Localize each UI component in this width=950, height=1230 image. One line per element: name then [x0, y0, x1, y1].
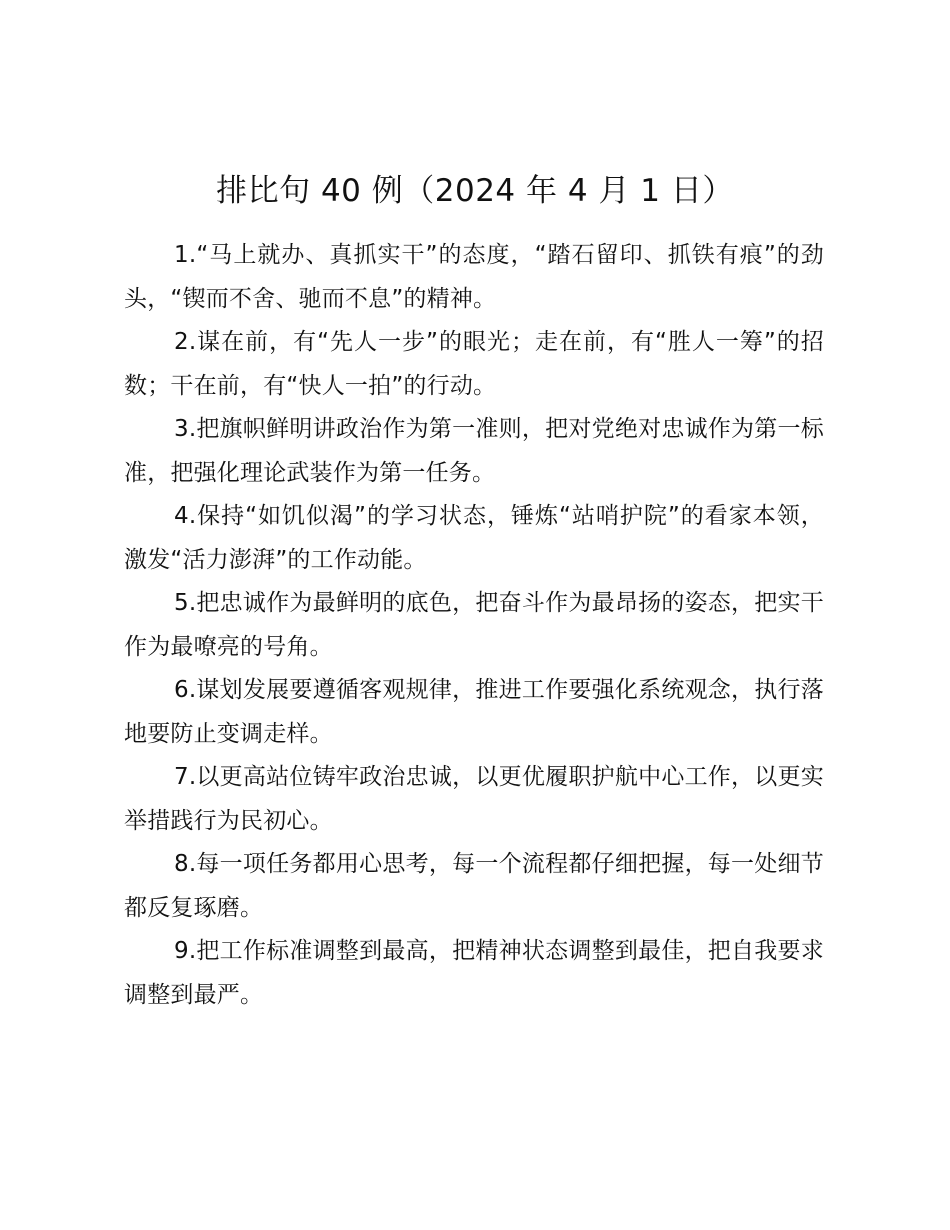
paragraph-2: 2.谋在前，有“先人一步”的眼光；走在前，有“胜人一筹”的招数；干在前，有“快人一拍”的行动。 — [124, 329, 824, 399]
paragraph-3: 3.把旗帜鲜明讲政治作为第一准则，把对党绝对忠诚作为第一标准，把强化理论武装作为第一任务。 — [124, 416, 824, 486]
document-title: 排比句 40 例（2024 年 4 月 1 日） — [216, 173, 734, 209]
paragraph-4: 4.保持“如饥似渴”的学习状态，锤炼“站哨护院”的看家本领，激发“活力澎湃”的工作动能。 — [124, 503, 824, 573]
paragraph-9: 9.把工作标准调整到最高，把精神状态调整到最佳，把自我要求调整到最严。 — [124, 938, 824, 1008]
paragraph-5: 5.把忠诚作为最鲜明的底色，把奋斗作为最昂扬的姿态，把实干作为最嘹亮的号角。 — [124, 590, 824, 660]
paragraph-1: 1.“马上就办、真抓实干”的态度，“踏石留印、抓铁有痕”的劲头，“锲而不舍、驰而不息”的精神。 — [124, 242, 824, 312]
paragraph-8: 8.每一项任务都用心思考，每一个流程都仔细把握，每一处细节都反复琢磨。 — [124, 851, 824, 921]
paragraph-6: 6.谋划发展要遵循客观规律，推进工作要强化系统观念，执行落地要防止变调走样。 — [124, 677, 824, 747]
paragraph-7: 7.以更高站位铸牢政治忠诚，以更优履职护航中心工作，以更实举措践行为民初心。 — [124, 764, 824, 834]
document-body — [124, 234, 824, 1017]
